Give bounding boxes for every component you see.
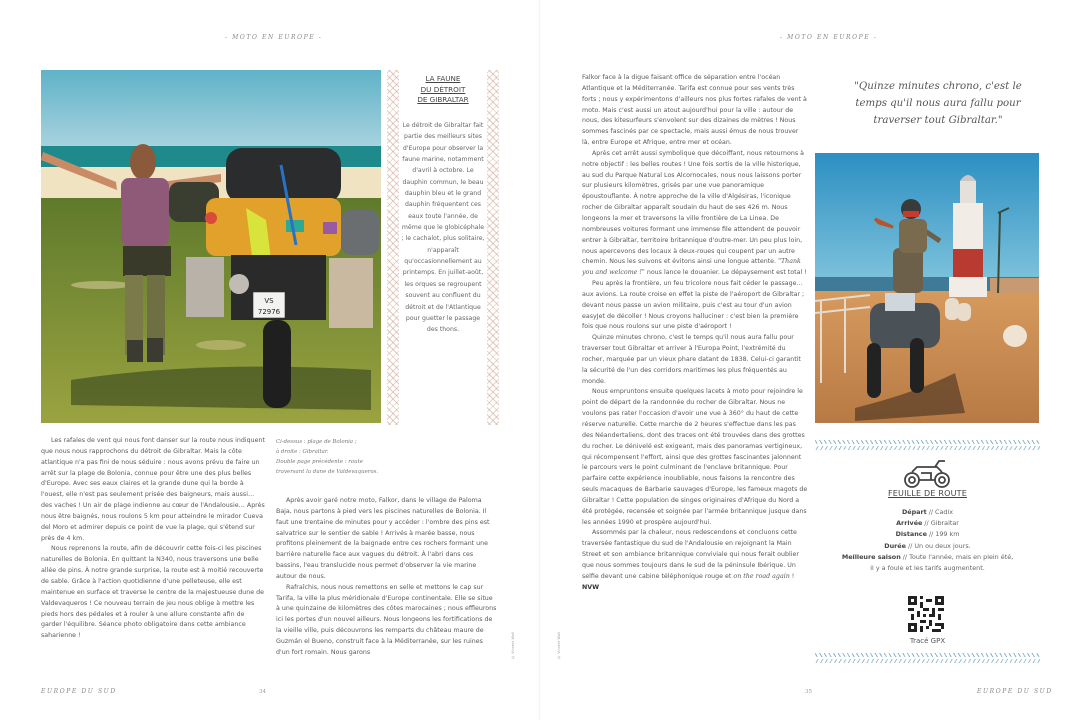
- qr-code-icon: [908, 596, 944, 632]
- lighthouse-photo: [815, 153, 1039, 423]
- route-item-arrival: Arrivée // Gibraltar: [896, 519, 959, 528]
- paragraph: Falkor face à la digue faisant office de séparation entre l'océan Atlantique et la Méditerranée. Tarifa est connue pour ses vents très forts ; nous y expérimentons d'ailleurs nos plus fortes rafales de vent à moto. Mais c'est aussi un atout aujourd'hui pour la ville : autour de nous, des kitesurfeurs s'envolent sur des dizaines de mètres ! Nous sommes fascinés par ce spectacle, mais aussi émus de nous trouver là, entre Europe et Afrique, entre mer et océan.: [582, 74, 807, 147]
- paragraph: Nous empruntons ensuite quelques lacets à moto pour rejoindre le point de départ de la randonnée du rocher de Gibraltar. Nous ne voulons pas rater l'occasion d'avoir une vue à 360° du haut de cette réserve naturelle. Cette marche de 2 heures s'effectue dans les pas des Néandertaliens, dont des traces ont été trouvées dans des grottes du rocher. Le dénivelé est exigeant, mais des panoramas vertigineux, qui récompensent l'effort, ainsi que des grottes fascinantes jalonnent le parcours vers le point culminant de l'enclave britannique. Pour parfaire cette expérience inoubliable, nous faisons la rencontre des seuls macaques de Barbarie sauvages d'Europe, les fameux magots de Gibraltar ! Cette population de singes originaires d'Afrique du Nord a été protégée, recensée et soignée par l'armée britannique jusque dans les années 1990 et prospère aujourd'hui.: [582, 388, 808, 526]
- route-item-best-season-cont: il y a foule et les tarifs augmentent.: [870, 564, 985, 573]
- running-head: - MOTO EN EUROPE -: [780, 34, 878, 41]
- sidebar-pattern-border-left: [387, 70, 399, 425]
- route-details: [815, 507, 1040, 574]
- route-item-duration: Durée // Un ou deux jours.: [884, 541, 971, 550]
- photo-credit: © Vincent Wull: [557, 632, 561, 659]
- article-column-2: [276, 496, 498, 659]
- section-footer: EUROPE DU SUD: [977, 688, 1053, 695]
- decorative-wave-band-bottom: [815, 653, 1040, 663]
- decorative-wave-band-top: [815, 440, 1040, 450]
- sidebar-text: Le détroit de Gibraltar fait partie des meilleurs sites d'Europe pour observer la faune marine, notamment d'avril à octobre. Le dauphin commun, le beau dauphin bleu et le grand dauphin fréquentent ces eaux toute l'année, de même que le globicéphale ; le cachalot, plus solitaire, n'apparaît qu'occasionnellement au printemps. En juillet-août, les orques se regroupent souvent au confluent du détroit et de l'Atlantique pour guetter le passage des thons.: [401, 122, 485, 334]
- paragraph: Quinze minutes chrono, c'est le temps qu'il nous aura fallu pour traverser tout Gibraltar et arriver à l'Europa Point, l'extrémité du rocher, marquée par un vieux phare datant de 1838. Celui-ci garantit la sécurité de l'un des corridors maritimes les plus fréquentés au monde.: [582, 334, 801, 385]
- paragraph: Après avoir garé notre moto, Falkor, dans le village de Paloma Baja, nous partons à pied vers les piscines naturelles de Bolonia. Il faut une trentaine de minutes pour y accéder : l'ombre des pins est salvatrice sur le sentier de sable ! Arrivés à marée basse, nous profitons pleinement de la baignade entre ces rochers formant une barrière naturelle face aux vagues du détroit. À l'abri dans ces bassins, l'eau translucide nous permet d'observer la vie marine autour de nous.: [276, 497, 490, 580]
- page-number: 35: [805, 689, 812, 695]
- running-head: - MOTO EN EUROPE -: [225, 34, 323, 41]
- gpx-track-label: Tracé GPX: [909, 637, 946, 645]
- sidebar-pattern-border-right: [487, 70, 499, 425]
- sidebar-title: LA FAUNE DU DÉTROIT DE GIBRALTAR: [417, 74, 469, 104]
- paragraph: Les rafales de vent qui nous font danser sur la route nous indiquent que nous nous rapprochons du détroit de Gibraltar. Mais la côte atlantique n'a pas fini de nous séduire : nous avons prévu de faire un arrêt sur la plage de Bolonia, connue pour être une des plus belles d'Europe. Avec ses eaux claires et la grande dune qui la borde à l'ouest, elle n'est pas seulement prisée des baigneurs, mais aussi… des vaches ! Un air de plage indienne au cœur de l'Andalousie… Après nous être baignés, nous roulons 5 km pour atteindre le mirador Cueva del Moro et admirer depuis ce point de vue la plage, qui s'étend sur près de 4 km.: [41, 437, 265, 542]
- wildlife-sidebar: [387, 70, 499, 425]
- route-item-best-season: Meilleure saison // Toute l'année, mais en plein été,: [841, 552, 1014, 561]
- article-column-3: [582, 73, 808, 594]
- paragraph: Nous reprenons la route, afin de découvrir cette fois-ci les piscines naturelles de Bolonia. En quittant la N340, nous traversons une belle allée de pins. À notre grande surprise, la route est à moitié recouverte de sable. Grâce à l'action quotidienne d'une pelleteuse, elle est maintenue en surface et traverse le centre de la majestueuse dune de Valdevaqueros ! Ce nouveau terrain de jeu nous oblige à mettre les pieds hors des pédales et à rouler à une allure constante afin de garder l'équilibre. Séance photo obligatoire dans cette ambiance saharienne !: [41, 545, 265, 640]
- page-number: 34: [259, 689, 266, 695]
- route-sheet: [815, 455, 1040, 574]
- article-column-1: [41, 436, 265, 642]
- section-footer: EUROPE DU SUD: [41, 688, 117, 695]
- photo-caption: Ci-dessus : plage de Bolonia ; à droite : Gibraltar. Double page précédente : route traversant la dune de Valdevaqueros.: [276, 439, 379, 475]
- lighthouse-motorcycle-image: [815, 153, 1039, 423]
- author-signature: NVW: [582, 583, 600, 591]
- paragraph: Rafraîchis, nous nous remettons en selle et mettons le cap sur Tarifa, la ville la plus méridionale d'Europe continentale. Elle se situe à une quinzaine de kilomètres des côtes marocaines ; nous effleurons ici les portes d'un nouvel ailleurs. Nous longeons les fortifications de la vieille ville, puis découvrons les remparts du château maure de Guzmán el Bueno, construit face à la Méditerranée, sur les ruines d'un fort romain. Nous garons: [276, 583, 497, 656]
- route-item-distance: Distance // 199 km: [895, 530, 960, 539]
- paragraph: Assommés par la chaleur, nous redescendons et concluons cette traversée fantastique du sud de l'Andalousie en rejoignant la Main Street et son ambiance britannique conviviale qui nous ferait oublier que nous sommes toujours dans le sud de la péninsule Ibérique. Un selfie devant une cabine téléphonique rouge et on the road again ! NVW: [582, 529, 799, 591]
- photo-credit: © Vincent Wull: [511, 632, 515, 659]
- beach-photo: [41, 70, 381, 423]
- route-sheet-title: FEUILLE DE ROUTE: [888, 489, 967, 498]
- license-plate-line1: VS: [264, 297, 274, 305]
- gpx-qr-code[interactable]: [908, 596, 944, 632]
- paragraph: Après cet arrêt aussi symbolique que décoiffant, nous retournons à notre objectif : les belles routes ! Une fois sortis de la ville historique, au sud du Parque Natural Los Alcornocales, nous nous laissons porter sur plusieurs kilomètres, grisés par une vue panoramique époustouflante. À notre approche de la ville d'Algésiras, l'iconique rocher de Gibraltar apparaît soudain du haut de ses 426 m. Nous longeons la mer et traversons la ville frontière de La Linea. De nombreuses voitures formant une immense file attendent de pouvoir entrer à Gibraltar, territoire britannique d'outre-mer. Un peu plus loin, nous apercevons des locaux à deux-roues qui coupent par un autre chemin. Nous les suivons et évitons ainsi une longue attente. "Thank you and welcome !" nous lance le douanier. Le dépaysement est total !: [582, 149, 807, 277]
- paragraph: Peu après la frontière, un feu tricolore nous fait céder le passage… aux avions. La route croise en effet la piste de l'aéroport de Gibraltar ; devant nous passe un avion militaire, puis c'est au tour d'un avion easyJet de décoller ! Nous croyons halluciner : c'est bien la première fois que nous roulons sur une piste d'aéroport !: [582, 280, 805, 331]
- route-item-departure: Départ // Cadix: [901, 508, 954, 516]
- pull-quote: "Quinze minutes chrono, c'est le temps qu'il nous aura fallu pour traverser tout Gibraltar.": [854, 81, 1022, 126]
- motorcycle-icon: [901, 457, 953, 489]
- license-plate-line2: 72976: [257, 308, 281, 316]
- beach-motorcycle-image: [41, 70, 381, 423]
